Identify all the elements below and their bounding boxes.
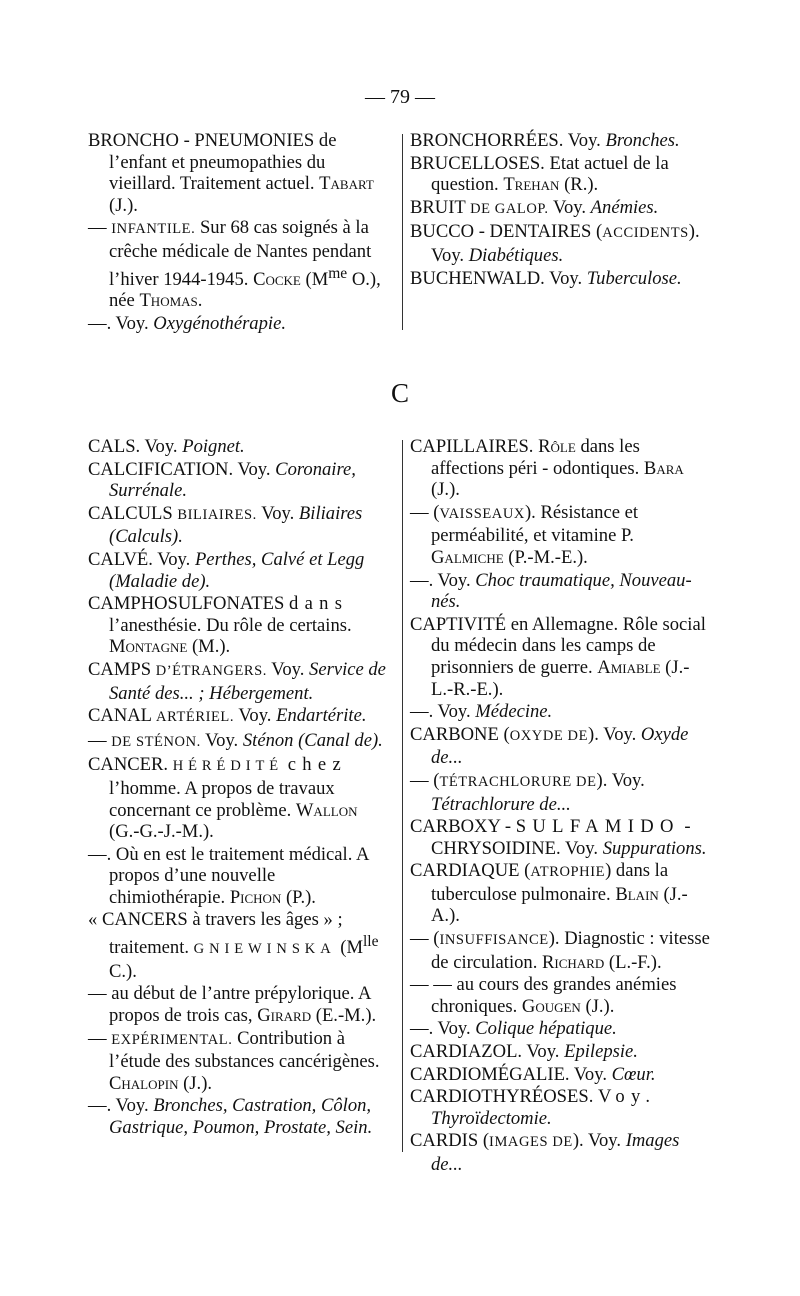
index-entry — [88, 549, 388, 592]
entry-text: —. Voy. — [88, 1095, 154, 1117]
entry-headword: BUCHENWALD. — [410, 267, 545, 289]
index-entry — [410, 614, 710, 700]
entry-subheading: BILIAIRES. — [177, 506, 257, 523]
entry-text: Voy. — [152, 548, 195, 570]
cross-reference: Service de Santé des... ; Hébergement. — [109, 658, 386, 704]
cross-reference: Oxygénothérapie. — [153, 312, 286, 334]
index-entry — [88, 313, 388, 335]
entry-headword: CARDIAZOL. — [410, 1041, 523, 1063]
cross-reference: Bronches. — [605, 130, 680, 151]
cross-reference: Coronaire, Surrénale. — [109, 458, 356, 502]
entry-text: (J.). — [109, 194, 138, 216]
entry-text: Voy. — [548, 196, 591, 218]
entry-headword: CAMPS — [88, 658, 152, 680]
entry-text: (R.). — [559, 174, 599, 196]
entry-headword: CANAL — [88, 705, 152, 727]
cross-reference: Endartérite. — [276, 705, 367, 727]
entry-headword: CALCIFICATION. — [88, 458, 234, 480]
entry-text: O.), née — [109, 268, 381, 312]
author-name: Girard — [257, 1005, 312, 1027]
entry-text: ). Voy. — [588, 723, 641, 745]
entry-text: Voy. — [234, 705, 277, 727]
entry-text: — au début de l’antre prépylorique. A propos de trois cas, — [88, 983, 371, 1027]
index-entry — [88, 730, 388, 754]
index-entry — [410, 770, 710, 815]
index-entry — [410, 268, 710, 290]
entry-headword: CAMPHOSULFONATES — [88, 593, 285, 615]
cross-reference: Diabétiques. — [468, 244, 564, 266]
entry-text: l’anesthésie. Du rôle de certains. — [109, 614, 352, 636]
cross-reference: Cœur. — [611, 1063, 656, 1085]
index-entry — [410, 153, 710, 196]
index-entry — [88, 459, 388, 502]
spaced-text: Voy. — [598, 1086, 657, 1108]
entry-text: — ( — [410, 769, 440, 791]
entry-text: ( — [519, 860, 531, 882]
entry-text: (J.-A.). — [431, 883, 688, 927]
right-column — [410, 436, 710, 1177]
author-name: Gougen — [521, 995, 581, 1017]
entry-headword: CARDIS — [410, 1130, 479, 1152]
entry-text: (P.). — [281, 886, 316, 908]
author-name: Richard — [542, 951, 605, 973]
entry-headword: CALCULS — [88, 502, 173, 524]
entry-headword: BRUIT — [410, 196, 466, 218]
index-entry — [410, 436, 710, 501]
author-name: Montagne — [109, 636, 188, 658]
entry-text: —. Voy. — [410, 1018, 476, 1040]
entry-subheading: INFANTILE. — [111, 221, 196, 238]
entry-subheading: ACCIDENTS — [602, 225, 689, 242]
entry-headword: CARDIOMÉGALIE. — [410, 1063, 570, 1085]
section-letter: C — [390, 378, 409, 408]
entry-text: dans les affections péri - odontiques. — [431, 436, 644, 479]
index-entry — [410, 1130, 710, 1175]
entry-text: Sur 68 cas soignés à la crêche médicale de Nantes pendant l’hiver 1944-1945. — [109, 217, 372, 290]
entry-text: ). Résistance et perméabilité, et vitamine P. — [431, 501, 639, 547]
entry-subheading: ARTÉRIEL. — [156, 709, 235, 726]
cross-reference: Poignet. — [182, 436, 245, 457]
entry-text: . — [197, 290, 203, 312]
cross-reference: Bronches, Castration, Côlon, Gastrique, Poumon, Prostate, Sein. — [109, 1095, 373, 1138]
author-name: Rôle — [538, 436, 576, 457]
entry-text: (J.). — [580, 995, 615, 1017]
spaced-subheading: GNIEWINSKA — [193, 941, 336, 958]
entry-text: — — [88, 217, 112, 239]
cross-reference: Tuberculose. — [586, 267, 682, 289]
cross-reference: Tétrachlorure de... — [431, 793, 571, 815]
entry-subheading: INSUFFISANCE — [439, 932, 549, 949]
entry-text: —. Voy. — [410, 701, 476, 723]
column-divider — [402, 440, 403, 1152]
cross-reference: Sténon (Canal de). — [242, 729, 383, 751]
entry-headword: CAPTIVITÉ — [410, 613, 507, 635]
index-entry — [410, 570, 710, 613]
entry-text: (G.-G.-J.-M.). — [109, 821, 214, 843]
entry-subheading: DE STÉNON. — [111, 733, 201, 750]
cross-reference: Epilepsie. — [564, 1041, 638, 1063]
cross-reference: Perthes, Calvé et Legg (Maladie de). — [109, 548, 365, 592]
entry-text: (J.). — [431, 479, 460, 501]
author-name: Pichon — [229, 886, 282, 908]
right-column — [410, 130, 710, 290]
cross-reference: Médecine. — [475, 701, 553, 723]
index-entry — [88, 909, 388, 982]
entry-headword: - CHRYSOIDINE. — [431, 816, 691, 859]
entry-text: ). Diagnostic : vitesse de circulation. — [431, 928, 710, 973]
author-name: Amiable — [597, 656, 661, 678]
entry-text: ). Voy. — [431, 221, 700, 266]
entry-headword: CANCERS — [101, 909, 188, 931]
entry-text: —. Voy. — [410, 569, 476, 591]
cross-reference: Biliaires (Calculs). — [109, 502, 363, 548]
entry-text: — — [88, 1027, 112, 1049]
entry-headword: BUCCO - DENTAIRES — [410, 221, 592, 243]
author-name: Blain — [615, 883, 659, 905]
entry-subheading: DE GALOP. — [470, 200, 549, 217]
entry-headword: BRUCELLOSES. — [410, 152, 545, 174]
entry-subheading: ATROPHIE — [530, 864, 606, 881]
entry-text: Contribution à l’étude des substances cancérigènes. — [109, 1027, 380, 1073]
entry-text: Voy. — [200, 729, 243, 751]
author-name: Tabart — [319, 173, 374, 195]
index-entry — [88, 436, 388, 458]
cross-reference: Oxyde de... — [431, 723, 689, 769]
index-entry — [410, 502, 710, 569]
entry-text: — — au cours des grandes anémies chroniques. — [410, 974, 677, 1017]
entry-text: Etat actuel de la question. — [431, 152, 669, 196]
index-entry — [88, 217, 388, 312]
index-entry — [88, 754, 388, 842]
entry-text: — ( — [410, 928, 440, 950]
entry-text: (M — [300, 268, 329, 290]
entry-text: Voy. — [544, 267, 587, 289]
cross-reference: Images de... — [431, 1130, 680, 1175]
entry-subheading: IMAGES DE — [489, 1134, 573, 1151]
index-entry — [88, 659, 388, 704]
index-entry — [88, 844, 388, 909]
entry-text: (P.-M.-E.). — [503, 546, 588, 568]
entry-text: (L.-F.). — [604, 951, 662, 973]
entry-subheading: OXYDE DE — [509, 727, 589, 744]
spaced-subheading: HÉRÉDITÉ — [172, 758, 284, 775]
entry-headword: CARDIAQUE — [410, 860, 520, 882]
entry-text: ). Voy. — [596, 769, 645, 791]
index-entry — [88, 130, 388, 216]
index-entry — [88, 503, 388, 548]
spaced-headword: SULFAMIDO — [515, 816, 680, 838]
entry-text: ( — [591, 221, 603, 243]
index-entry — [410, 928, 710, 973]
entry-text: ). Voy. — [572, 1130, 626, 1152]
entry-subheading: VAISSEAUX — [439, 505, 525, 522]
index-section-b — [88, 130, 728, 334]
superscript: lle — [363, 933, 379, 951]
entry-headword: BRONCHO - PNEUMONIES — [88, 130, 315, 151]
cross-reference: Suppurations. — [602, 837, 707, 859]
entry-text: en Allemagne. Rôle social du médecin dans les camps de prisonniers de guerre. — [431, 613, 706, 678]
entry-subheading: EXPÉRIMENTAL. — [111, 1031, 233, 1048]
author-name: Wallon — [295, 799, 358, 821]
cross-reference: Choc traumatique, Nouveau-nés. — [431, 569, 692, 613]
entry-text: Voy. — [140, 436, 183, 457]
index-entry — [410, 1041, 710, 1063]
cross-reference: Thyroïdectomie. — [431, 1107, 552, 1129]
cross-reference: Anémies. — [590, 196, 659, 218]
author-name: Trehan — [503, 174, 560, 196]
entry-text: ) dans la tuberculose pulmonaire. — [431, 860, 669, 905]
entry-headword: CALS. — [88, 436, 141, 457]
index-entry — [410, 724, 710, 769]
index-entry — [88, 1028, 388, 1095]
entry-text: ( — [498, 723, 510, 745]
entry-text: (E.-M.). — [311, 1005, 377, 1027]
entry-text: l’homme. A propos de travaux concernant ce problème. — [109, 777, 335, 821]
author-name: Chalopin — [109, 1072, 179, 1094]
index-entry — [410, 701, 710, 723]
column-divider — [402, 134, 403, 330]
entry-text: Voy. — [256, 502, 299, 524]
index-entry — [410, 130, 710, 152]
entry-text: —. Voy. — [88, 312, 154, 334]
entry-text: à travers les âges » ; traitement. — [109, 909, 343, 959]
entry-subheading: D’ÉTRANGERS. — [155, 662, 267, 679]
entry-headword: CARBOXY - — [410, 816, 516, 838]
entry-text: Voy. — [522, 1041, 565, 1063]
cross-reference: Colique hépatique. — [475, 1018, 617, 1040]
index-entry — [410, 974, 710, 1017]
author-name: Cocke — [253, 268, 301, 290]
entry-text: « — [88, 909, 102, 931]
author-name: Bara — [643, 457, 684, 479]
entry-headword: CARDIOTHYRÉOSES. — [410, 1086, 594, 1108]
entry-text: (M.). — [187, 636, 231, 658]
entry-text: (M — [335, 937, 363, 959]
entry-text: — ( — [410, 501, 440, 523]
left-column — [88, 130, 388, 336]
spaced-text: chez — [287, 754, 348, 776]
index-entry — [410, 816, 710, 859]
entry-text: ( — [478, 1130, 490, 1152]
index-entry — [410, 197, 710, 221]
index-entry — [88, 1095, 388, 1138]
index-entry — [410, 1086, 710, 1129]
entry-text: Voy. — [267, 658, 310, 680]
entry-text: —. Où en est le traitement médical. A propos d’une nouvelle chimiothérapie. — [88, 843, 369, 908]
index-entry — [88, 705, 388, 729]
index-entry — [88, 593, 388, 658]
page-number: — 79 — — [365, 86, 435, 108]
entry-text: Voy. — [563, 130, 606, 151]
entry-headword: CANCER. — [88, 754, 169, 776]
entry-text: Voy. — [560, 837, 603, 859]
left-column — [88, 436, 388, 1140]
index-entry — [410, 860, 710, 927]
index-entry — [410, 221, 710, 266]
entry-text: Voy. — [233, 458, 276, 480]
index-entry — [410, 1064, 710, 1086]
entry-headword: CAPILLAIRES. — [410, 436, 534, 457]
entry-text: Voy. — [569, 1063, 612, 1085]
entry-text: C.). — [109, 960, 137, 982]
author-name: Thomas — [139, 290, 198, 312]
superscript: me — [328, 264, 348, 282]
entry-text: — — [88, 729, 112, 751]
entry-headword: BRONCHORRÉES. — [410, 130, 564, 151]
entry-text: (J.-L.-R.-E.). — [431, 656, 690, 700]
index-section-c — [88, 436, 728, 1175]
entry-text: de l’enfant et pneumopathies du vieillard. Traitement actuel. — [109, 130, 337, 195]
spaced-text: dans — [288, 593, 349, 615]
index-entry — [410, 1018, 710, 1040]
entry-text: (J.). — [178, 1072, 213, 1094]
entry-headword: CARBONE — [410, 723, 499, 745]
index-entry — [88, 983, 388, 1026]
entry-subheading: TÉTRACHLORURE DE — [439, 773, 597, 790]
author-name: Galmiche — [431, 546, 504, 568]
entry-headword: CALVÉ. — [88, 548, 153, 570]
